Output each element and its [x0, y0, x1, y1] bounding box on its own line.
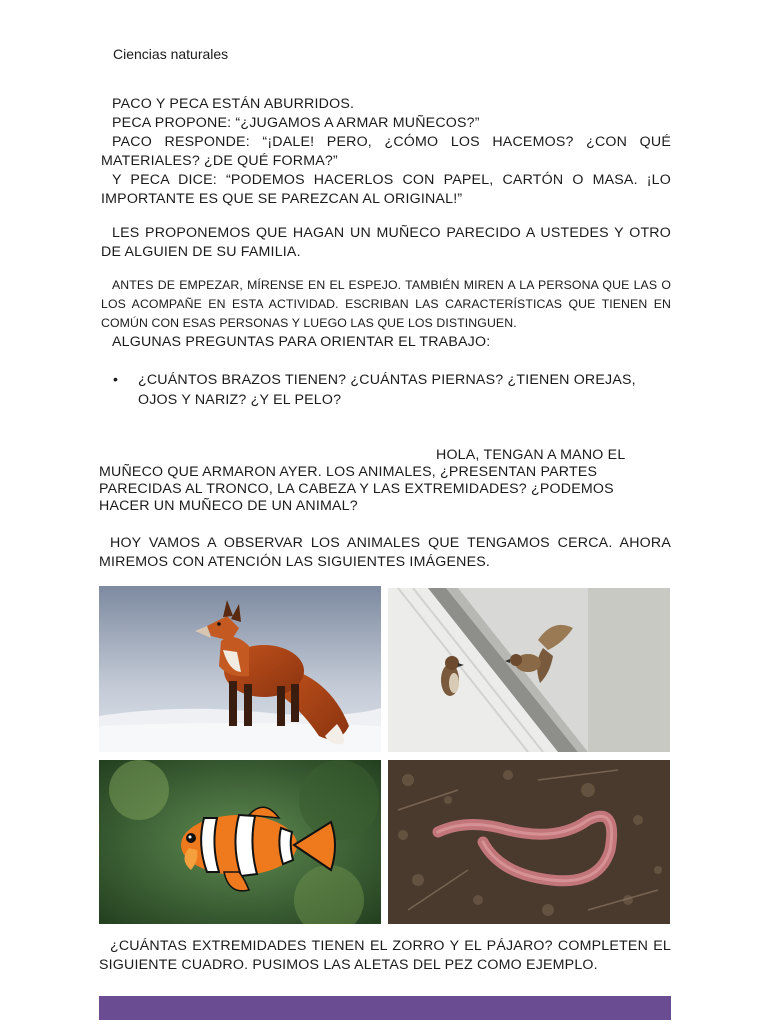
proposal-paragraph: LES PROPONEMOS QUE HAGAN UN MUÑECO PARECIDO A USTEDES Y OTRO DE ALGUIEN DE SU FAMILIA.: [101, 225, 671, 260]
day2-block: [99, 464, 674, 515]
day2-line-d: HACER UN MUÑECO DE UN ANIMAL?: [99, 498, 358, 514]
table-header-bar: [99, 996, 671, 1020]
clownfish-illustration: [99, 760, 381, 924]
fox-photo: [99, 586, 381, 752]
questions-intro: ALGUNAS PREGUNTAS PARA ORIENTAR EL TRABAJO:: [112, 334, 491, 350]
bullet-marker: •: [113, 372, 118, 388]
earthworm-illustration: [388, 760, 670, 924]
earthworm-photo: [388, 760, 670, 924]
story-line-2: PECA PROPONE: “¿JUGAMOS A ARMAR MUÑECOS?”: [112, 115, 480, 131]
instructions-paragraph: ANTES DE EMPEZAR, MÍRENSE EN EL ESPEJO. TAMBIÉN MIREN A LA PERSONA QUE LAS O LOS ACOMPAÑE EN ESTA ACTIVIDAD. ESCRIBAN LAS CARACTERÍSTICAS QUE TIENEN EN COMÚN CON ESAS PERSONAS Y LUEGO LAS QUE LOS DISTINGUEN.: [101, 278, 671, 330]
day2-line-a: HOLA, TENGAN A MANO EL: [436, 447, 626, 463]
subject-title: Ciencias naturales: [113, 46, 229, 62]
sparrows-photo: [388, 588, 670, 752]
day2-line-b: MUÑECO QUE ARMARON AYER. LOS ANIMALES, ¿PRESENTAN PARTES: [99, 464, 598, 480]
story-line-1: PACO Y PECA ESTÁN ABURRIDOS.: [112, 96, 355, 112]
closing-paragraph: ¿CUÁNTAS EXTREMIDADES TIENEN EL ZORRO Y EL PÁJARO? COMPLETEN EL SIGUIENTE CUADRO. PUSIMOS LAS ALETAS DEL PEZ COMO EJEMPLO.: [99, 938, 671, 973]
story-block: [101, 95, 671, 209]
story-line-4: Y PECA DICE: “PODEMOS HACERLOS CON PAPEL, CARTÓN O MASA. ¡LO IMPORTANTE ES QUE SE PAREZCAN AL ORIGINAL!”: [101, 172, 671, 207]
sparrows-illustration: [388, 588, 670, 752]
bullet-item: ¿CUÁNTOS BRAZOS TIENEN? ¿CUÁNTAS PIERNAS? ¿TIENEN OREJAS, OJOS Y NARIZ? ¿Y EL PELO?: [138, 372, 636, 408]
fox-illustration: [99, 586, 381, 752]
story-line-3: PACO RESPONDE: “¡DALE! PERO, ¿CÓMO LOS HACEMOS? ¿CON QUÉ MATERIALES? ¿DE QUÉ FORMA?”: [101, 134, 671, 169]
clownfish-photo: [99, 760, 381, 924]
day2-line-c: PARECIDAS AL TRONCO, LA CABEZA Y LAS EXTREMIDADES? ¿PODEMOS: [99, 481, 614, 497]
observe-paragraph: HOY VAMOS A OBSERVAR LOS ANIMALES QUE TENGAMOS CERCA. AHORA MIREMOS CON ATENCIÓN LAS SIGUIENTES IMÁGENES.: [99, 535, 671, 570]
